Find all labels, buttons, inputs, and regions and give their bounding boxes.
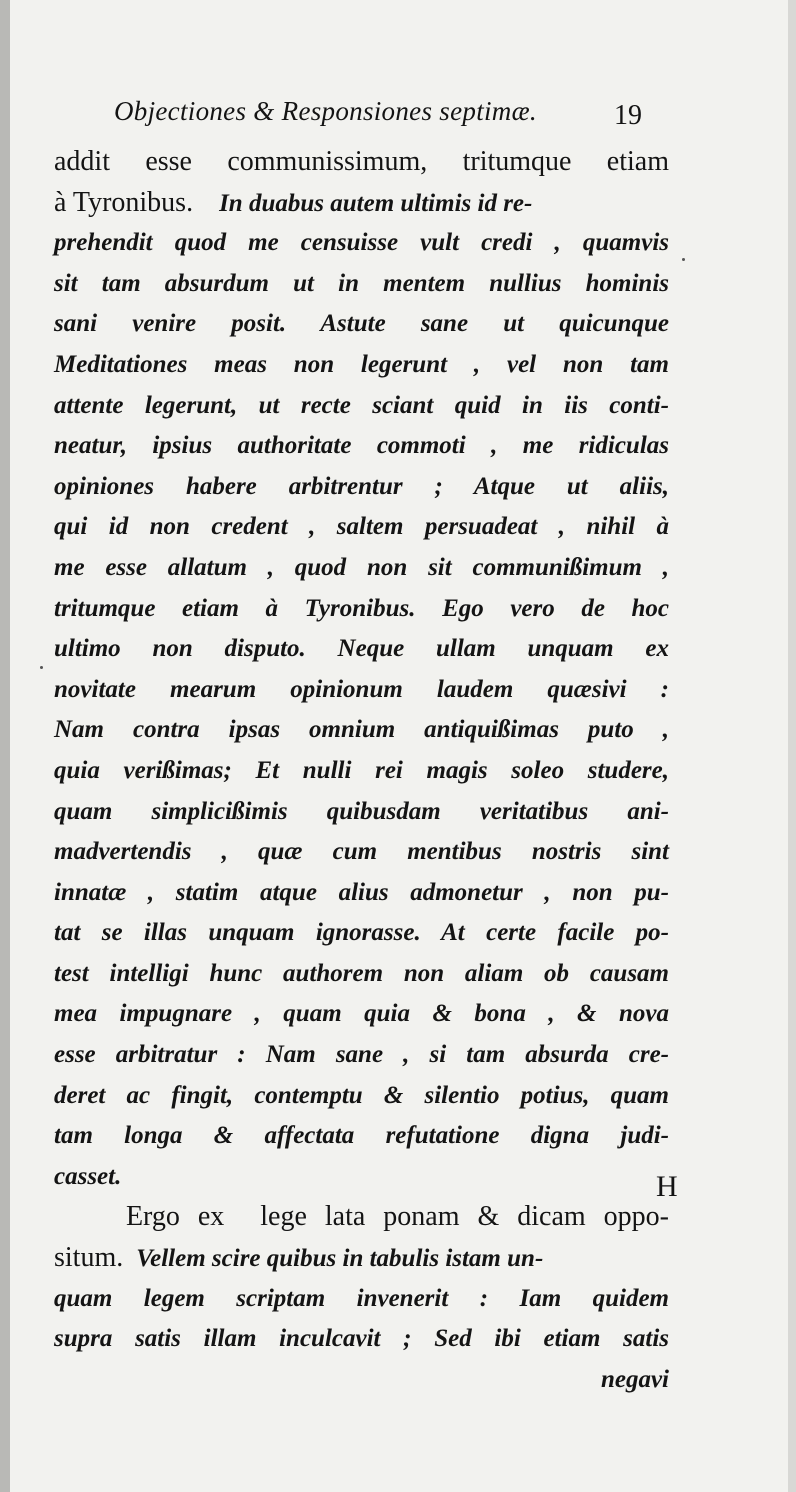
text-line: casset.: [54, 1162, 122, 1190]
text-line: test intelligi hunc authorem non aliam ob causam: [54, 959, 669, 987]
page-number: 19: [614, 100, 642, 131]
text-line: Ergo ex lege lata ponam & dicam oppo-: [54, 1201, 669, 1233]
text-line: me esse allatum , quod non sit communißimum ,: [54, 553, 669, 581]
text-line: neatur, ipsius authoritate commoti , me ridiculas: [54, 432, 669, 460]
text-line: qui id non credent , saltem persuadeat , nihil à: [54, 513, 669, 541]
page-right-edge: [788, 0, 796, 1492]
text-line: addit esse communissimum, tritumque etiam: [54, 146, 669, 177]
text-line: Nam contra ipsas omnium antiquißimas puto ,: [54, 716, 669, 744]
page-left-edge: [0, 0, 10, 1492]
running-title: Objectiones & Responsiones septimæ.: [114, 96, 537, 126]
text-line: [54, 1238, 669, 1279]
text-line-roman: situm.: [54, 1242, 124, 1274]
text-line: tam longa & affectata refutatione digna judi-: [54, 1122, 669, 1150]
catchword: negavi: [600, 1365, 669, 1393]
text-line: prehendit quod me censuisse vult credi , quamvis: [54, 229, 669, 257]
text-line: quam simplicißimis quibusdam veritatibus ani-: [54, 797, 669, 825]
body-text: [54, 142, 669, 1400]
text-line: deret ac fingit, contemptu & silentio potius, quam: [54, 1081, 669, 1109]
text-line: tat se illas unquam ignorasse. At certe facile po-: [54, 919, 669, 947]
text-line-roman: à Tyronibus.: [54, 186, 194, 218]
running-header: [114, 96, 674, 127]
text-line: esse arbitratur : Nam sane , si tam absurda cre-: [54, 1041, 669, 1069]
text-line: supra satis illam inculcavit ; Sed ibi etiam satis: [54, 1325, 669, 1353]
text-line: tritumque etiam à Tyronibus. Ego vero de hoc: [54, 594, 669, 622]
book-page: [10, 0, 790, 1492]
text-line: mea impugnare , quam quia & bona , & nova: [54, 1000, 669, 1028]
margin-note: H: [656, 1170, 678, 1203]
text-line: madvertendis , quæ cum mentibus nostris sint: [54, 838, 669, 866]
text-line: attente legerunt, ut recte sciant quid in iis conti-: [54, 391, 669, 419]
ink-speck: [682, 258, 685, 261]
text-line: novitate mearum opinionum laudem quæsivi :: [54, 675, 669, 703]
text-line: innatæ , statim atque alius admonetur , non pu-: [54, 878, 669, 906]
text-line: ultimo non disputo. Neque ullam unquam ex: [54, 635, 669, 663]
text-line: sit tam absurdum ut in mentem nullius hominis: [54, 269, 669, 297]
text-line: opiniones habere arbitrentur ; Atque ut aliis,: [54, 472, 669, 500]
text-line: sani venire posit. Astute sane ut quicunque: [54, 310, 669, 338]
text-line-italic: Vellem scire quibus in tabulis istam un-: [136, 1245, 544, 1273]
ink-speck: [40, 666, 43, 669]
text-line: quam legem scriptam invenerit : Iam quidem: [54, 1284, 669, 1312]
text-line-italic: In duabus autem ultimis id re-: [219, 189, 533, 217]
text-line: Meditationes meas non legerunt , vel non tam: [54, 350, 669, 378]
text-line: quia verißimas; Et nulli rei magis soleo studere,: [54, 756, 669, 784]
text-line: [54, 183, 669, 224]
